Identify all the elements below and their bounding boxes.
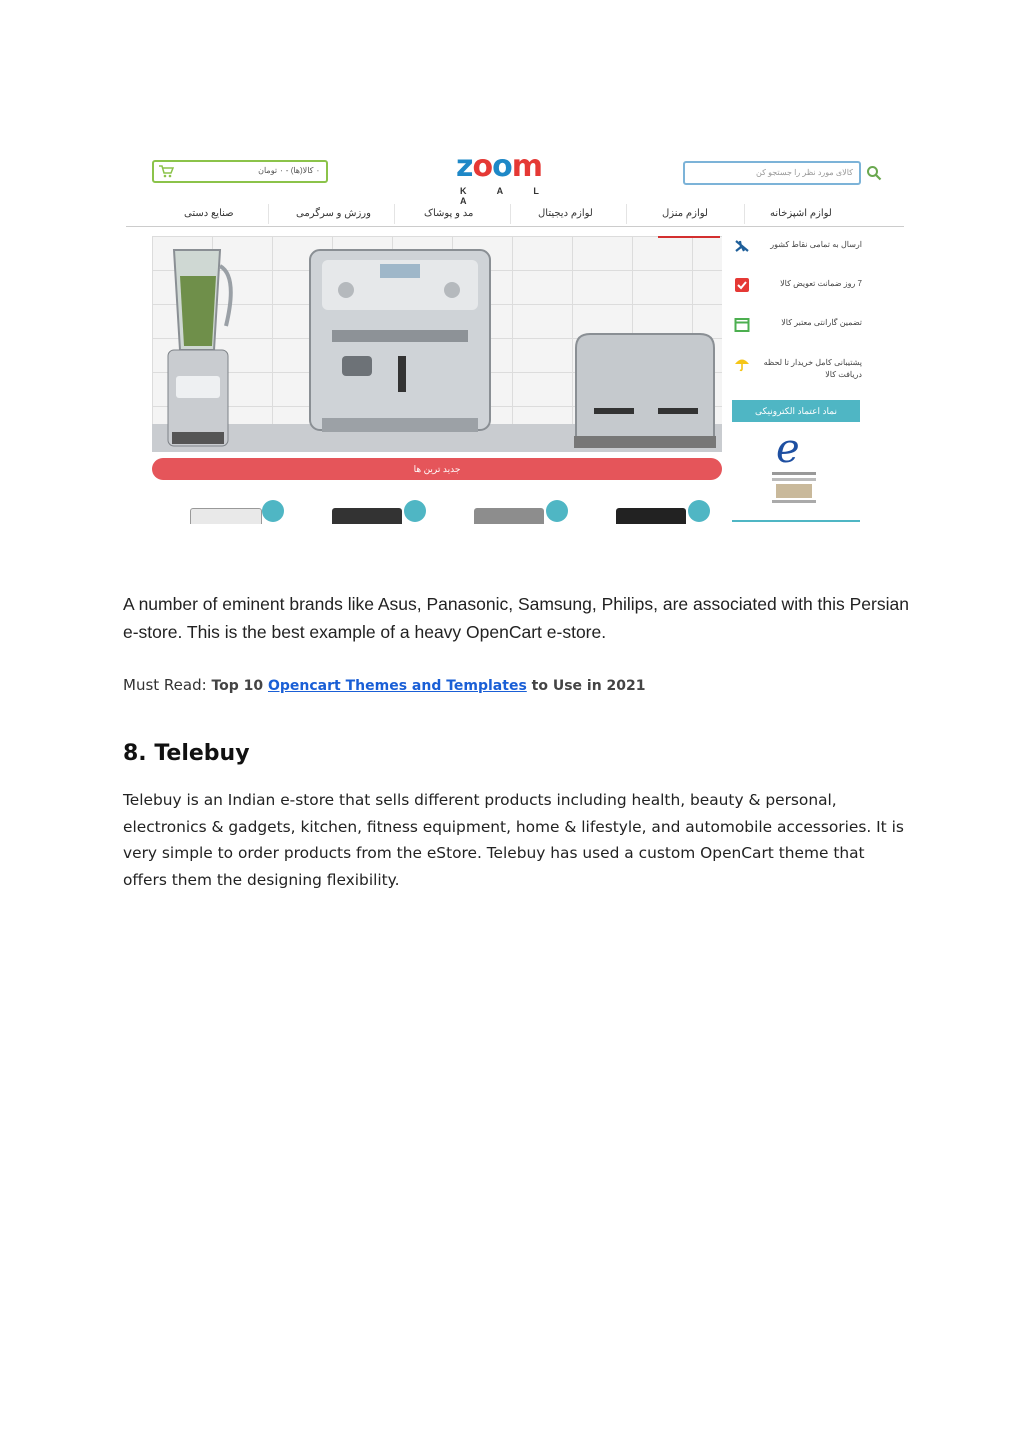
product-thumb: [160, 490, 290, 524]
cart-summary: ٠ کالا(ها) - ٠ تومان: [258, 166, 320, 175]
cart-box: [152, 160, 328, 183]
new-badge: [404, 500, 426, 522]
paragraph: Telebuy is an Indian e-store that sells different products including health, beauty & personal, electronics & gadgets, kitchen, fitness equipment, home & lifestyle, and automobile accessories. It is very simple to order products from the eStore. Telebuy has used a custom OpenCart theme that offers them the designing flexibility.: [123, 791, 904, 889]
must-read-title-end: to Use in 2021: [526, 678, 646, 694]
cart-icon: [158, 164, 174, 178]
enamad-logo-icon: [766, 428, 822, 508]
feature-item: [732, 314, 862, 344]
must-read-line: [123, 676, 646, 694]
enamad-button-label: نماد اعتماد الکترونیکی: [755, 406, 837, 416]
section-heading: 8. Telebuy: [123, 741, 250, 766]
opencart-themes-link[interactable]: Opencart Themes and Templates: [268, 678, 527, 694]
enamad-button: [732, 400, 860, 422]
newest-button-label: جدید ترین ها: [413, 464, 461, 474]
feature-label: تضمین گارانتی معتبر کالا: [781, 318, 862, 327]
nav-item: لوازم منزل: [662, 208, 708, 219]
search-icon: [866, 165, 882, 181]
must-read-prefix: Must Read:: [123, 676, 212, 694]
checkbox-icon: [734, 277, 750, 293]
product-thumb: [444, 490, 574, 524]
logo-subtext: K A L A: [460, 186, 553, 206]
product-strip: [152, 490, 722, 524]
new-badge: [688, 500, 710, 522]
feature-label: پشتیبانی کامل خریدار تا لحظه دریافت کالا: [763, 358, 862, 379]
product-thumb: [586, 490, 716, 524]
umbrella-icon: [734, 356, 750, 372]
nav-item: مد و پوشاک: [424, 208, 474, 219]
product-thumb: [302, 490, 432, 524]
must-read-title-start: Top 10: [211, 678, 268, 694]
airplane-icon: [734, 238, 750, 254]
nav-item: لوازم اشپزخانه: [770, 208, 832, 219]
zoomkala-logo: zoom K A L A: [456, 150, 556, 198]
nav-item: صنایع دستی: [184, 208, 234, 219]
nav-item: ورزش و سرگرمی: [296, 208, 371, 219]
feature-item: [732, 236, 862, 266]
store-header: [126, 128, 904, 228]
store-screenshot: [126, 128, 904, 524]
accent-line: [732, 520, 860, 522]
store-nav: [126, 200, 904, 227]
feature-label: 7 روز ضمانت تعویض کالا: [780, 279, 862, 288]
hero-banner: [152, 236, 722, 452]
feature-item: [732, 354, 862, 384]
svg-text:e: e: [776, 428, 800, 472]
new-badge: [546, 500, 568, 522]
newest-button: [152, 458, 722, 480]
feature-item: [732, 275, 862, 305]
paragraph: A number of eminent brands like Asus, Panasonic, Samsung, Philips, are associated with this Persian e-store. This is the best example of a heavy OpenCart e-store.: [123, 594, 909, 642]
store-search-field: [683, 161, 861, 185]
espresso-machine-image: [302, 246, 498, 452]
accent-line: [658, 236, 720, 238]
new-badge: [262, 500, 284, 522]
toaster-image: [570, 328, 720, 452]
blender-image: [162, 246, 240, 452]
calendar-icon: [734, 316, 750, 332]
nav-item: لوازم دیجیتال: [538, 208, 593, 219]
search-placeholder: کالای مورد نظر را جستجو کن: [755, 168, 853, 177]
feature-label: ارسال به تمامی نقاط کشور: [770, 240, 862, 249]
